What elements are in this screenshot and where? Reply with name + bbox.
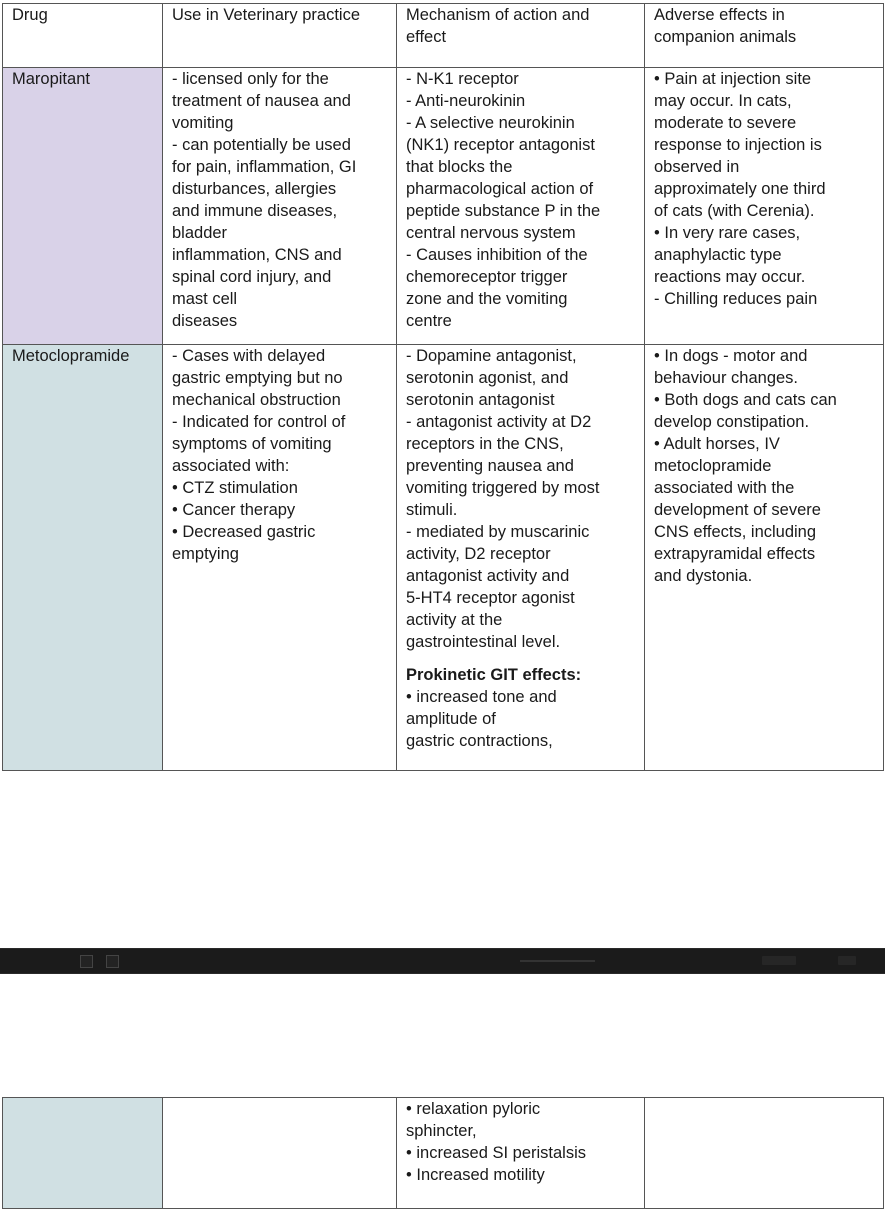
- maropitant-mechanism: - N-K1 receptor - Anti-neurokinin - A selective neurokinin (NK1) receptor antagonist that blocks the pharmacological action of peptide substance P in the central nervous system - Causes inhibition of the chemoreceptor trigger zone and the vomiting centre: [397, 68, 645, 345]
- use-cell-continued: [163, 1098, 397, 1209]
- table-row-maropitant: [3, 68, 884, 345]
- zoom-control[interactable]: [762, 956, 796, 965]
- header-use: Use in Veterinary practice: [163, 4, 397, 68]
- table-row-continuation: [3, 1098, 884, 1209]
- viewer-toolbar: [0, 948, 885, 974]
- adverse-cell-continued: [645, 1098, 884, 1209]
- prev-page-icon[interactable]: [80, 955, 93, 968]
- table-header-row: [3, 4, 884, 68]
- drug-name-metoclopramide: Metoclopramide: [3, 345, 163, 771]
- metoclopramide-mechanism: - Dopamine antagonist, serotonin agonist, and serotonin antagonist - antagonist activity at D2 receptors in the CNS, preventing nausea and vomiting triggered by most stimuli. - mediated by muscarinic activity, D2 receptor antagonist activity and 5-HT4 receptor agonist activity at the gastrointestinal level.: [406, 347, 600, 651]
- prokinetic-heading: Prokinetic GIT effects:: [406, 666, 582, 684]
- menu-icon[interactable]: [838, 956, 856, 965]
- drug-name-cell-continued: [3, 1098, 163, 1209]
- metoclopramide-use: - Cases with delayed gastric emptying but no mechanical obstruction - Indicated for control of symptoms of vomiting associated with: • CTZ stimulation • Cancer therapy • Decreased gastric emptying: [163, 345, 397, 771]
- drug-table-continuation: [2, 1097, 884, 1209]
- header-adverse-effects: Adverse effects in companion animals: [645, 4, 884, 68]
- maropitant-use: - licensed only for the treatment of nausea and vomiting - can potentially be used for pain, inflammation, GI disturbances, allergies and immune diseases, bladder inflammation, CNS and spinal cord injury, and mast cell diseases: [163, 68, 397, 345]
- next-page-icon[interactable]: [106, 955, 119, 968]
- table-row-metoclopramide: [3, 345, 884, 771]
- mechanism-continued: • relaxation pyloric sphincter, • increased SI peristalsis • Increased motility: [397, 1098, 645, 1209]
- header-drug: Drug: [3, 4, 163, 68]
- maropitant-adverse-effects: • Pain at injection site may occur. In cats, moderate to severe response to injection is observed in approximately one third of cats (with Cerenia). • In very rare cases, anaphylactic type reactions may occur. - Chilling reduces pain: [645, 68, 884, 345]
- metoclopramide-adverse-effects: • In dogs - motor and behaviour changes. • Both dogs and cats can develop constipation. • Adult horses, IV metoclopramide associated with the development of severe CNS effects, including extrapyramidal effects and dystonia.: [645, 345, 884, 771]
- page-indicator: [520, 960, 595, 962]
- header-mechanism: Mechanism of action and effect: [397, 4, 645, 68]
- drug-name-maropitant: Maropitant: [3, 68, 163, 345]
- prokinetic-effects: • increased tone and amplitude of gastric contractions,: [406, 688, 557, 750]
- metoclopramide-mechanism-cell: [397, 345, 645, 771]
- drug-comparison-table: [2, 3, 884, 771]
